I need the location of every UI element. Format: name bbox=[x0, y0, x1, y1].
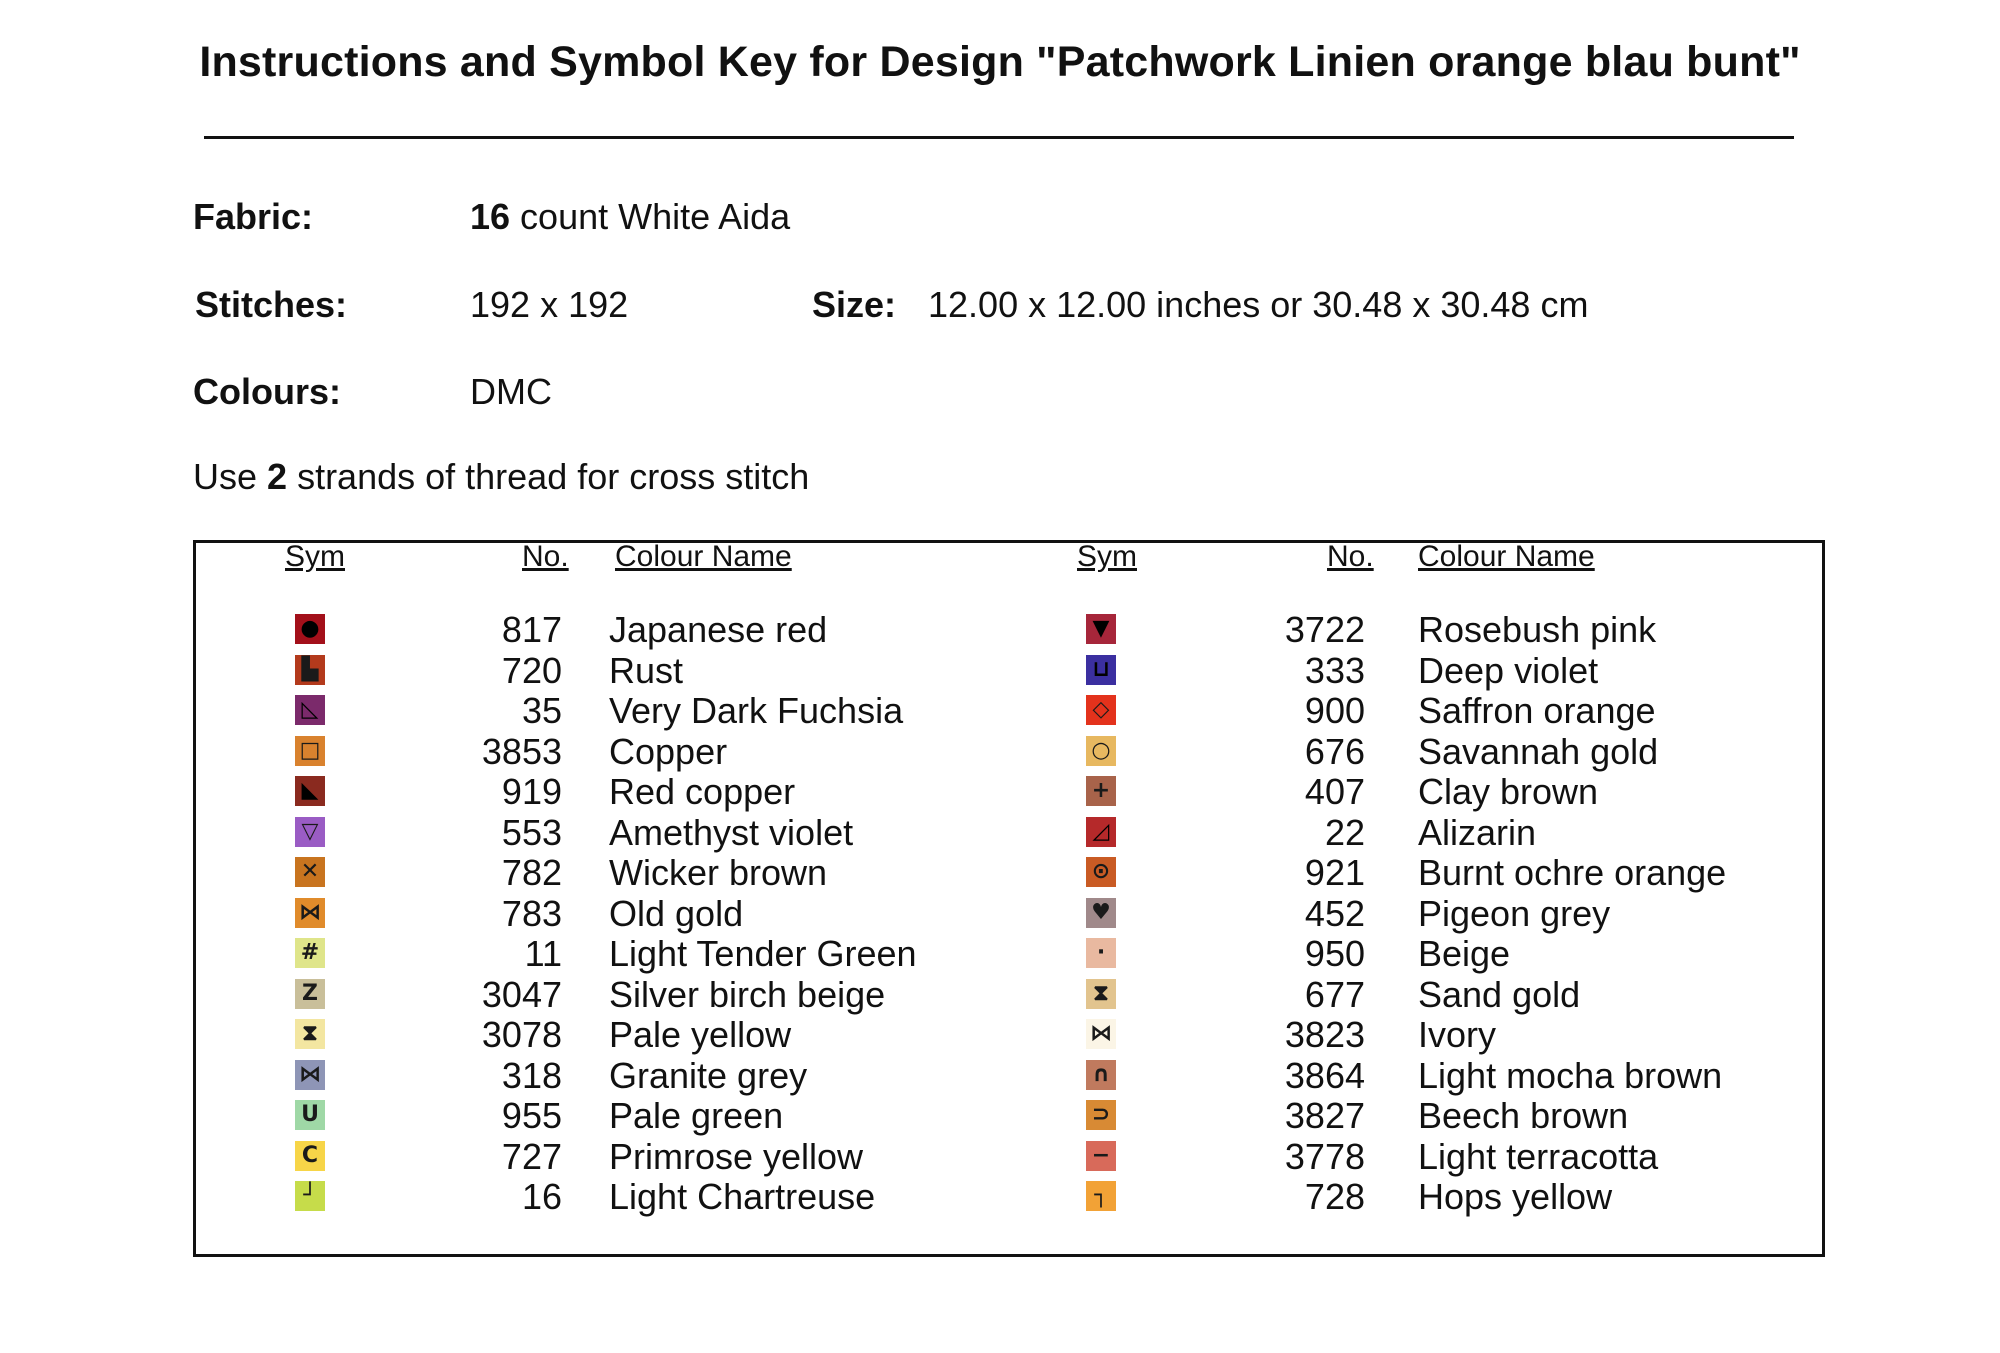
dmc-number: 919 bbox=[501, 771, 562, 812]
page-title: Instructions and Symbol Key for Design "Patchwork Linien orange blau bunt" bbox=[199, 38, 1801, 86]
dmc-number: 720 bbox=[501, 649, 562, 691]
symbol-swatch: ✕ bbox=[295, 857, 325, 887]
dmc-number: 22 bbox=[1324, 811, 1365, 853]
dmc-number: 676 bbox=[1304, 730, 1365, 772]
colour-name: Deep violet bbox=[1418, 649, 1599, 691]
title-divider bbox=[204, 136, 1794, 139]
symbol-swatch: ⧗ bbox=[295, 1019, 325, 1049]
symbol-swatch: ∩ bbox=[1086, 1060, 1116, 1090]
colour-name: Pigeon grey bbox=[1418, 892, 1611, 934]
colour-name: Rosebush pink bbox=[1418, 609, 1657, 650]
dmc-number: 783 bbox=[501, 892, 562, 934]
dmc-number: 955 bbox=[501, 1095, 562, 1136]
colour-name: Copper bbox=[609, 730, 728, 772]
dmc-number: 333 bbox=[1304, 649, 1365, 691]
colour-name: Beige bbox=[1418, 933, 1511, 974]
fabric-count: 16 bbox=[470, 196, 511, 237]
dmc-number: 407 bbox=[1304, 771, 1365, 812]
dmc-number: 727 bbox=[501, 1135, 562, 1177]
colour-name: Beech brown bbox=[1418, 1095, 1629, 1136]
strands-pre: Use bbox=[193, 456, 268, 497]
strands-post: strands of thread for cross stitch bbox=[287, 456, 810, 497]
dmc-number: 921 bbox=[1304, 852, 1365, 893]
colour-name: Japanese red bbox=[609, 609, 828, 650]
symbol-swatch: ◣ bbox=[295, 776, 325, 806]
colour-name: Sand gold bbox=[1418, 973, 1581, 1015]
dmc-number: 677 bbox=[1304, 973, 1365, 1015]
dmc-number: 11 bbox=[524, 933, 562, 974]
symbol-swatch: U bbox=[295, 1100, 325, 1130]
colour-name: Wicker brown bbox=[609, 852, 828, 893]
dmc-number: 3827 bbox=[1284, 1095, 1365, 1136]
strands-note bbox=[193, 457, 809, 497]
colour-name: Light Tender Green bbox=[609, 933, 917, 974]
symbol-swatch: ◇ bbox=[1086, 695, 1116, 725]
fabric-label: Fabric: bbox=[193, 196, 314, 237]
colour-name: Alizarin bbox=[1418, 811, 1537, 853]
colour-name: Ivory bbox=[1418, 1014, 1497, 1055]
dmc-number: 318 bbox=[501, 1054, 562, 1096]
symbol-swatch: ○ bbox=[1086, 736, 1116, 766]
symbol-swatch: ┘ bbox=[295, 1181, 325, 1211]
colour-name: Savannah gold bbox=[1418, 730, 1659, 772]
symbol-swatch: ⋈ bbox=[295, 1060, 325, 1090]
colours-value: DMC bbox=[470, 371, 552, 412]
colour-name: Rust bbox=[609, 649, 684, 691]
size-value: 12.00 x 12.00 inches or 30.48 x 30.48 cm bbox=[928, 284, 1589, 325]
dmc-number: 3823 bbox=[1284, 1014, 1365, 1055]
symbol-swatch: ⊃ bbox=[1086, 1100, 1116, 1130]
colour-name: Old gold bbox=[609, 892, 744, 934]
dmc-number: 553 bbox=[501, 811, 562, 853]
dmc-number: 452 bbox=[1304, 892, 1365, 934]
header-sym-right: Sym bbox=[1077, 540, 1137, 573]
colour-name: Pale yellow bbox=[609, 1014, 792, 1055]
dmc-number: 900 bbox=[1304, 690, 1365, 731]
dmc-number: 3853 bbox=[481, 730, 562, 772]
colour-name: Amethyst violet bbox=[609, 811, 854, 853]
dmc-number: 3778 bbox=[1284, 1135, 1365, 1177]
colour-name: Silver birch beige bbox=[609, 973, 886, 1015]
dmc-number: 728 bbox=[1304, 1176, 1365, 1217]
header-name-right: Colour Name bbox=[1418, 540, 1595, 573]
symbol-swatch: Z bbox=[295, 979, 325, 1009]
symbol-swatch: ⋈ bbox=[295, 898, 325, 928]
colour-name: Granite grey bbox=[609, 1054, 808, 1096]
colour-name: Light terracotta bbox=[1418, 1135, 1659, 1177]
colour-name: Primrose yellow bbox=[609, 1135, 864, 1177]
dmc-number: 782 bbox=[501, 852, 562, 893]
dmc-number: 3722 bbox=[1284, 609, 1365, 650]
symbol-swatch: + bbox=[1086, 776, 1116, 806]
symbol-swatch: # bbox=[295, 938, 325, 968]
symbol-swatch: ⊔ bbox=[1086, 655, 1116, 685]
colour-name: Light Chartreuse bbox=[609, 1176, 876, 1217]
size-label: Size: bbox=[812, 284, 897, 325]
symbol-swatch: □ bbox=[295, 736, 325, 766]
colours-label: Colours: bbox=[193, 371, 341, 412]
symbol-swatch: ▽ bbox=[295, 817, 325, 847]
symbol-swatch: ┐ bbox=[1086, 1181, 1116, 1211]
header-no-right: No. bbox=[1327, 540, 1374, 573]
dmc-number: 3047 bbox=[481, 973, 562, 1015]
stitches-value: 192 x 192 bbox=[470, 284, 629, 325]
symbol-swatch: ◺ bbox=[295, 695, 325, 725]
colour-name: Burnt ochre orange bbox=[1418, 852, 1727, 893]
colour-name: Very Dark Fuchsia bbox=[609, 690, 904, 731]
header-name-left: Colour Name bbox=[615, 540, 792, 573]
dmc-number: 16 bbox=[521, 1176, 562, 1217]
dmc-number: 817 bbox=[501, 609, 562, 650]
symbol-swatch: ◿ bbox=[1086, 817, 1116, 847]
colour-name: Red copper bbox=[609, 771, 796, 812]
colour-name: Saffron orange bbox=[1418, 690, 1656, 731]
dmc-number: 3864 bbox=[1284, 1054, 1365, 1096]
dmc-number: 3078 bbox=[481, 1014, 562, 1055]
colour-name: Light mocha brown bbox=[1418, 1054, 1723, 1096]
symbol-swatch: ▙ bbox=[295, 655, 325, 685]
colour-name: Clay brown bbox=[1418, 771, 1599, 812]
colour-name: Hops yellow bbox=[1418, 1176, 1613, 1217]
strands-count: 2 bbox=[267, 456, 288, 497]
symbol-swatch: − bbox=[1086, 1141, 1116, 1171]
symbol-swatch: ⧗ bbox=[1086, 979, 1116, 1009]
symbol-swatch: ⋈ bbox=[1086, 1019, 1116, 1049]
symbol-swatch: ⊙ bbox=[1086, 857, 1116, 887]
colour-name: Pale green bbox=[609, 1095, 784, 1136]
symbol-swatch: ▼ bbox=[1086, 614, 1116, 644]
header-sym-left: Sym bbox=[285, 540, 345, 573]
header-no-left: No. bbox=[522, 540, 569, 573]
symbol-swatch: ● bbox=[295, 614, 325, 644]
symbol-swatch: ♥ bbox=[1086, 898, 1116, 928]
stitches-label: Stitches: bbox=[195, 284, 348, 325]
symbol-swatch: C bbox=[295, 1141, 325, 1171]
fabric-value bbox=[470, 197, 790, 237]
fabric-text: count White Aida bbox=[510, 196, 791, 237]
symbol-swatch: · bbox=[1086, 938, 1116, 968]
dmc-number: 35 bbox=[521, 690, 562, 731]
dmc-number: 950 bbox=[1304, 933, 1365, 974]
